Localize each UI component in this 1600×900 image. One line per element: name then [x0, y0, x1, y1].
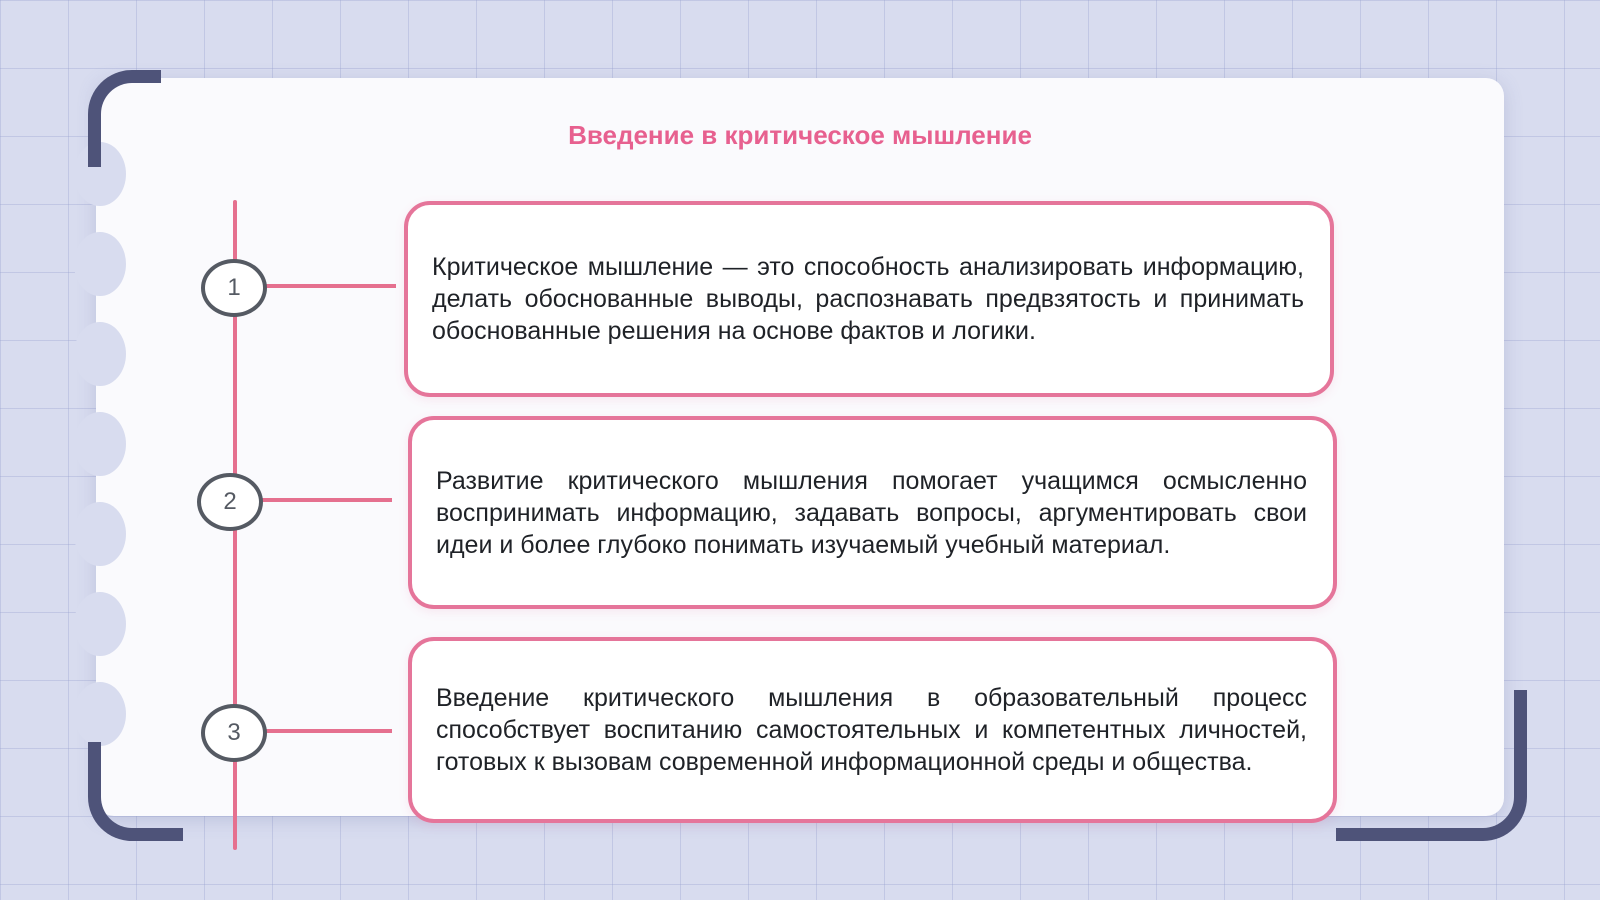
- frame-corner-bottom-right: [1336, 690, 1527, 841]
- connector-line-1: [266, 284, 396, 288]
- scallop-decoration: [74, 232, 126, 296]
- step-number-3: 3: [201, 704, 267, 762]
- scallop-decoration: [74, 682, 126, 746]
- frame-corner-bottom-left: [88, 742, 183, 841]
- slide-title: Введение в критическое мышление: [568, 120, 1032, 150]
- frame-corner-top-left: [88, 70, 161, 167]
- scallop-decoration: [74, 322, 126, 386]
- step-number-2: 2: [197, 473, 263, 531]
- text-card-3: [408, 637, 1337, 823]
- text-card-2: [408, 416, 1337, 609]
- card-text-1: Критическое мышление — это способность анализировать информацию, делать обоснованные выводы, распознавать предвзятость и принимать обоснованные решения на основе фактов и логики.: [432, 253, 1304, 345]
- connector-line-2: [262, 498, 392, 502]
- card-text-2: Развитие критического мышления помогает учащимся осмысленно воспринимать информацию, задавать вопросы, аргументировать свои идеи и более глубоко понимать изучаемый учебный материал.: [436, 466, 1307, 559]
- scallop-decoration: [74, 592, 126, 656]
- scallop-decoration: [74, 502, 126, 566]
- card-text-3: Введение критического мышления в образовательный процесс способствует воспитанию самостоятельных и компетентных личностей, готовых к вызовам современной информационной среды и общества.: [436, 684, 1307, 776]
- connector-line-3: [266, 729, 392, 733]
- step-number-1: 1: [201, 259, 267, 317]
- text-card-1: [404, 201, 1334, 397]
- scallop-decoration: [74, 412, 126, 476]
